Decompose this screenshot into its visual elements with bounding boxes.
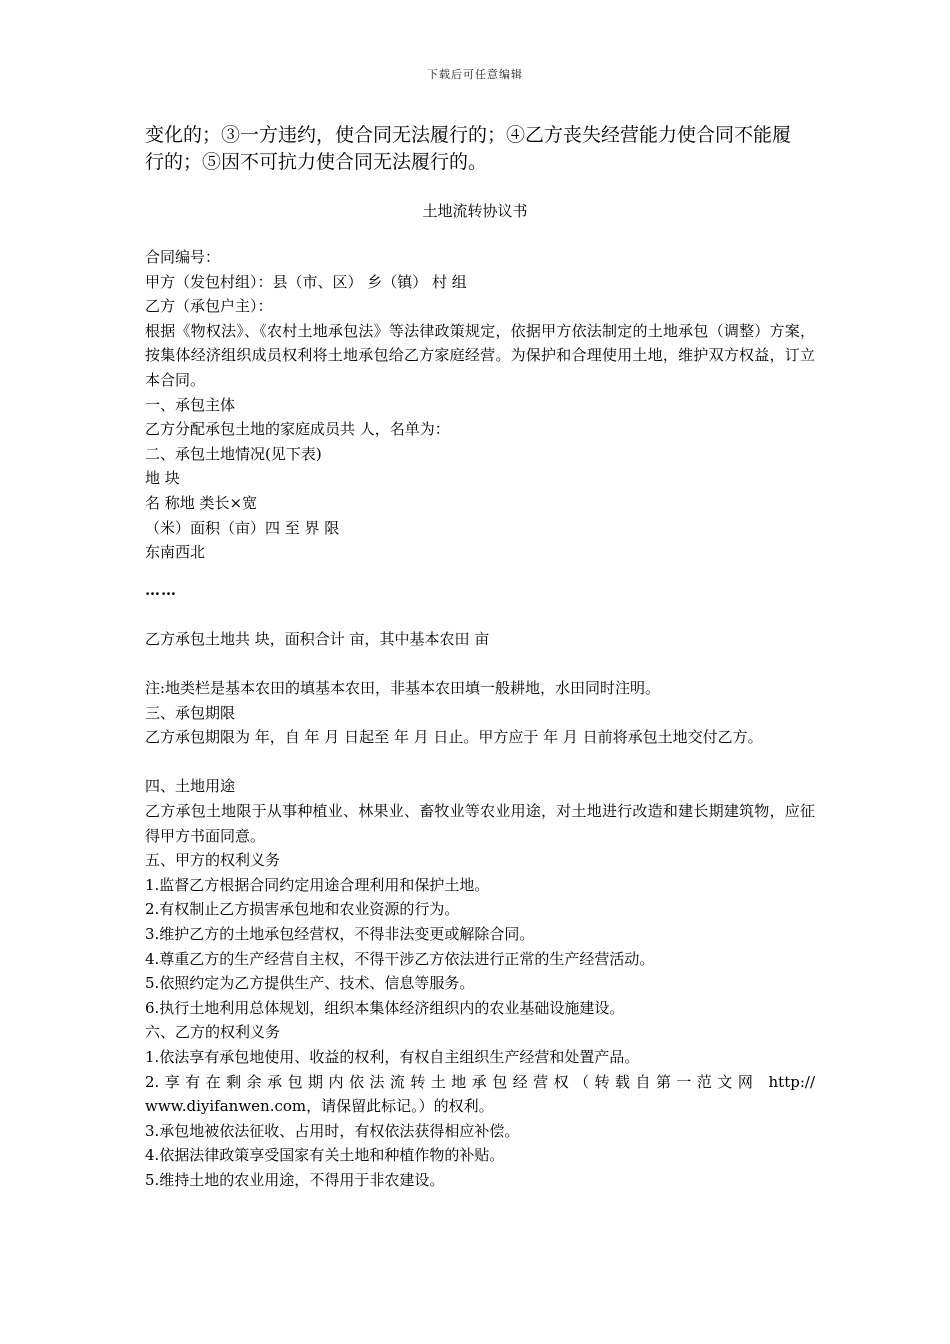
section-1-title: 一、承包主体 — [145, 395, 236, 414]
document-body — [145, 245, 815, 1193]
section-3-title: 三、承包期限 — [145, 703, 236, 722]
section-6-item: 1.依法享有承包地使用、收益的权利，有权自主组织生产经营和处置产品。 — [145, 1048, 640, 1066]
section-1-text: 乙方分配承包土地的家庭成员共 人，名单为： — [145, 420, 450, 439]
land-type-note: 注:地类栏是基本农田的填基本农田，非基本农田填一般耕地，水田同时注明。 — [145, 679, 661, 698]
section-5-item: 4.尊重乙方的生产经营自主权，不得干涉乙方依法进行正常的生产经营活动。 — [145, 949, 655, 968]
lead-line: 变化的；③一方违约，使合同无法履行的；④乙方丧失经营能力使合同不能履 — [145, 124, 792, 146]
section-5-item: 3.维护乙方的土地承包经营权，不得非法变更或解除合同。 — [145, 925, 535, 944]
section-6-item: 3.承包地被依法征收、占用时，有权依法获得相应补偿。 — [145, 1121, 520, 1140]
party-b: 乙方（承包户主）： — [145, 297, 273, 316]
lead-paragraph — [145, 122, 805, 176]
section-5-item: 6.执行土地利用总体规划，组织本集体经济组织内的农业基础设施建设。 — [145, 998, 625, 1017]
section-5-title: 五、甲方的权利义务 — [145, 851, 281, 870]
preamble-paragraph: 根据《物权法》、《农村土地承包法》等法律政策规定，依据甲方依法制定的土地承包（调整）方案，按集体经济组织成员权利将土地承包给乙方家庭经营。为保护和合理使用土地，维护双方权益，订立本合同。 — [145, 321, 815, 389]
section-4-title: 四、土地用途 — [145, 777, 236, 796]
section-5-item: 2.有权制止乙方损害承包地和农业资源的行为。 — [145, 900, 460, 919]
section-5-item: 5.依照约定为乙方提供生产、技术、信息等服务。 — [145, 974, 475, 993]
total-land-summary: 乙方承包土地共 块，面积合计 亩，其中基本农田 亩 — [145, 629, 490, 648]
section-6-title: 六、乙方的权利义务 — [145, 1023, 281, 1042]
section-2-title: 二、承包土地情况(见下表) — [145, 444, 322, 463]
section-6-item: 4.依据法律政策享受国家有关土地和种植作物的补贴。 — [145, 1146, 505, 1165]
party-a: 甲方（发包村组）：县（市、区） 乡（镇） 村 组 — [145, 272, 467, 291]
document-title: 土地流转协议书 — [422, 202, 528, 220]
section-6-item: 5.维持土地的农业用途，不得用于非农建设。 — [145, 1170, 445, 1189]
section-5-item: 1.监督乙方根据合同约定用途合理利用和保护土地。 — [145, 875, 490, 894]
section-6-item: 2.享有在剩余承包期内依法流转土地承包经营权（转载自第一范文网 http:// — [145, 1072, 815, 1091]
table-header-line: 名 称地 类长×宽 — [145, 493, 258, 512]
table-header-line: （米）面积（亩）四 至 界 限 — [145, 518, 340, 537]
lead-line: 行的；⑤因不可抗力使合同无法履行的。 — [145, 151, 488, 173]
page-header-note: 下载后可任意编辑 — [427, 68, 523, 81]
section-4-text: 乙方承包土地限于从事种植业、林果业、畜牧业等农业用途，对土地进行改造和建长期建筑物，应征得甲方书面同意。 — [145, 802, 815, 845]
ellipsis: …… — [145, 580, 177, 599]
table-header-line: 地 块 — [145, 469, 180, 488]
contract-number: 合同编号： — [145, 248, 221, 266]
section-6-item-continuation: www.diyifanwen.com，请保留此标记。）的权利。 — [145, 1097, 494, 1116]
section-3-text: 乙方承包期限为 年，自 年 月 日起至 年 月 日止。甲方应于 年 月 日前将承包土地交付乙方。 — [145, 728, 763, 747]
table-header-line: 东南西北 — [145, 543, 206, 562]
